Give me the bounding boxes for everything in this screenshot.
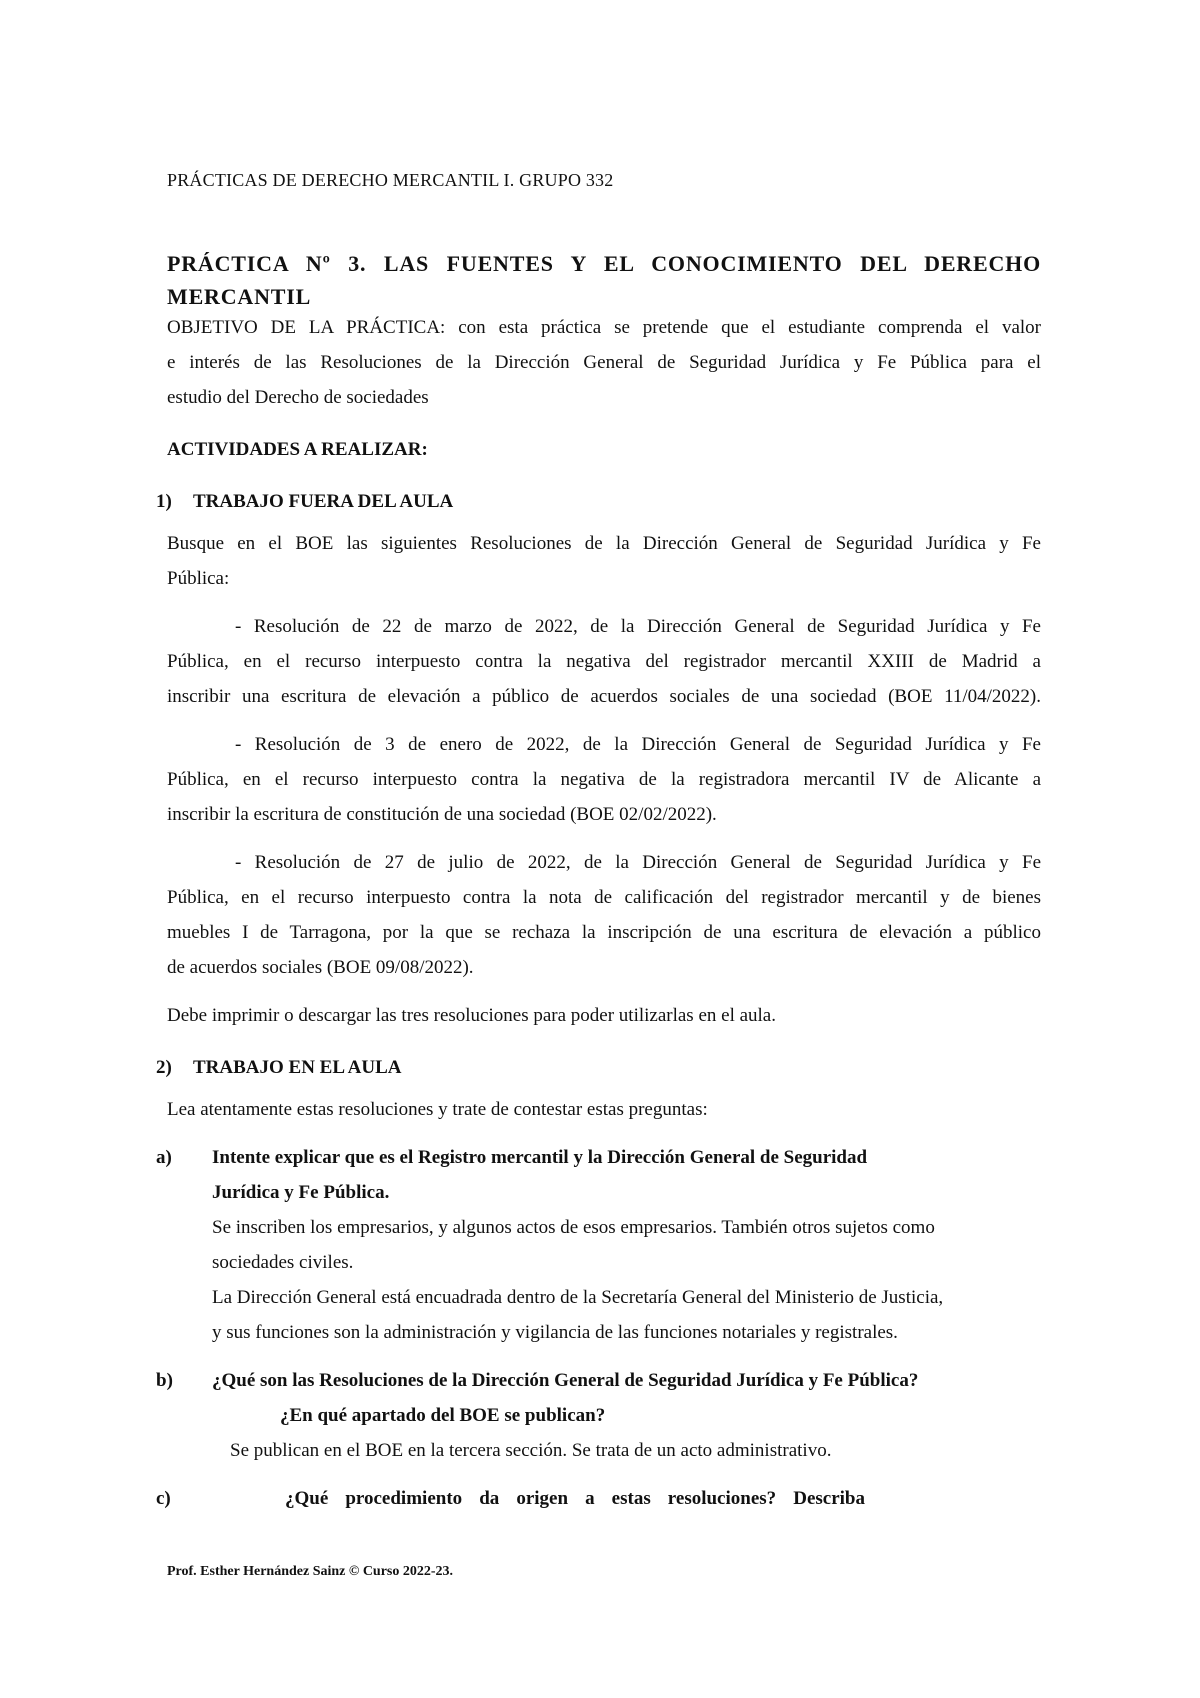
answer-b-line1: Se publican en el BOE en la tercera sección. Se trata de un acto administrativo. [230, 1440, 832, 1461]
practice-title-line1: PRÁCTICA Nº 3. LAS FUENTES Y EL CONOCIMIENTO DEL DERECHO [167, 251, 1041, 276]
resolution-3-line3: muebles I de Tarragona, por la que se rechaza la inscripción de una escritura de elevación a público [167, 922, 1041, 943]
practice-title-line2: MERCANTIL [167, 284, 312, 309]
resolution-1-line3: inscribir una escritura de elevación a público de acuerdos sociales de una sociedad (BOE 11/04/2022). [167, 686, 1041, 707]
resolution-2-line1: - Resolución de 3 de enero de 2022, de la Dirección General de Seguridad Jurídica y Fe [235, 734, 1041, 755]
resolution-1-line2: Pública, en el recurso interpuesto contra la negativa del registrador mercantil XXIII de Madrid a [167, 651, 1041, 672]
resolution-3-line2: Pública, en el recurso interpuesto contra la nota de calificación del registrador mercantil y de bienes [167, 887, 1041, 908]
question-a-line2: Jurídica y Fe Pública. [212, 1182, 390, 1203]
section2-read-note: Lea atentamente estas resoluciones y trate de contestar estas preguntas: [167, 1099, 708, 1120]
section1-intro-line2: Pública: [167, 568, 230, 589]
resolution-1-line1: - Resolución de 22 de marzo de 2022, de la Dirección General de Seguridad Jurídica y Fe [235, 616, 1041, 637]
question-c-label: c) [156, 1488, 171, 1509]
question-b-label: b) [156, 1370, 173, 1391]
answer-a-line1: Se inscriben los empresarios, y algunos actos de esos empresarios. También otros sujetos como [212, 1217, 935, 1238]
objective-line3: estudio del Derecho de sociedades [167, 387, 429, 408]
question-b-line1: ¿Qué son las Resoluciones de la Dirección General de Seguridad Jurídica y Fe Pública? [212, 1370, 919, 1391]
question-b-line2: ¿En qué apartado del BOE se publican? [280, 1405, 606, 1426]
resolution-3-line1: - Resolución de 27 de julio de 2022, de la Dirección General de Seguridad Jurídica y Fe [235, 852, 1041, 873]
activities-heading: ACTIVIDADES A REALIZAR: [167, 439, 428, 460]
section2-number: 2) [156, 1057, 172, 1078]
section1-title: TRABAJO FUERA DEL AULA [193, 491, 454, 512]
section1-intro-line1: Busque en el BOE las siguientes Resoluciones de la Dirección General de Seguridad Jurídica y Fe [167, 533, 1041, 554]
objective-line2: e interés de las Resoluciones de la Dirección General de Seguridad Jurídica y Fe Pública para el [167, 352, 1041, 373]
objective-line1: OBJETIVO DE LA PRÁCTICA: con esta práctica se pretende que el estudiante comprenda el valor [167, 317, 1041, 338]
answer-a-line3: La Dirección General está encuadrada dentro de la Secretaría General del Ministerio de Justicia, [212, 1287, 944, 1308]
resolution-2-line2: Pública, en el recurso interpuesto contra la negativa de la registradora mercantil IV de Alicante a [167, 769, 1041, 790]
course-header: PRÁCTICAS DE DERECHO MERCANTIL I. GRUPO 332 [167, 170, 614, 190]
footer-credit: Prof. Esther Hernández Sainz © Curso 2022-23. [167, 1564, 454, 1579]
question-a-line1: Intente explicar que es el Registro mercantil y la Dirección General de Seguridad [212, 1147, 868, 1168]
answer-a-line2: sociedades civiles. [212, 1252, 354, 1273]
answer-a-line4: y sus funciones son la administración y vigilancia de las funciones notariales y registrales. [212, 1322, 898, 1343]
question-c-line1: ¿Qué procedimiento da origen a estas resoluciones? Describa [285, 1488, 865, 1509]
resolution-3-line4: de acuerdos sociales (BOE 09/08/2022). [167, 957, 474, 978]
section2-title: TRABAJO EN EL AULA [193, 1057, 402, 1078]
resolution-2-line3: inscribir la escritura de constitución de una sociedad (BOE 02/02/2022). [167, 804, 717, 825]
section1-number: 1) [156, 491, 172, 512]
question-a-label: a) [156, 1147, 172, 1168]
print-note: Debe imprimir o descargar las tres resoluciones para poder utilizarlas en el aula. [167, 1005, 776, 1026]
